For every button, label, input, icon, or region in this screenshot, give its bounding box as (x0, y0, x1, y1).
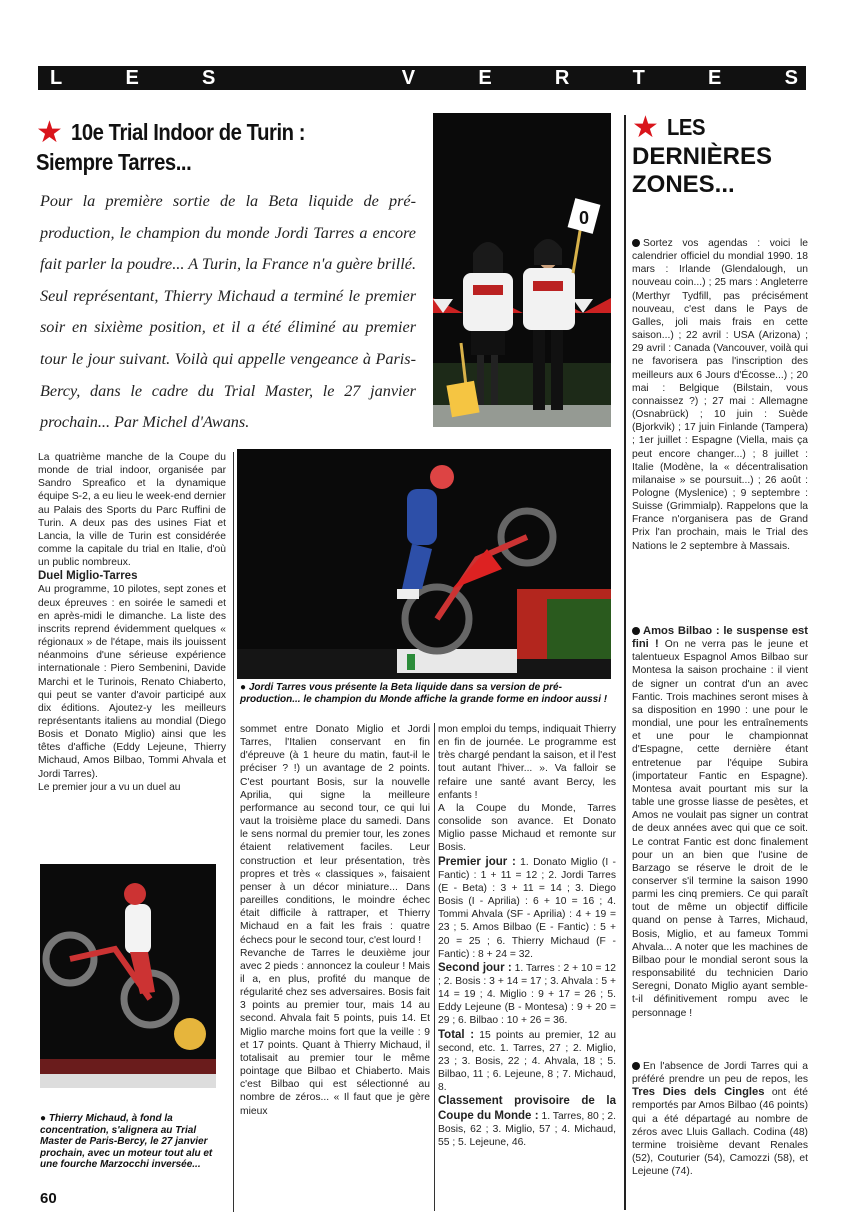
bullet-icon (632, 239, 640, 247)
results-text: 1. Tarres : 2 + 10 = 12 ; 2. Bosis : 3 + 14 = 17 ; 3. Ahvala : 5 + 14 = 19 ; 4. Miglio : 9 + 17 = 26 ; 5. Eddy Lejeune (B - Montesa) : 9 + 20 = 29 ; 6. Bilbao : 10 + 26 = 36. (438, 962, 616, 1027)
photo-hostesses (433, 113, 611, 427)
photo-caption-tarres: ● Jordi Tarres vous présente la Beta liquide dans sa version de pré-production... le champion du Monde affiche la grande forme en indoor aussi ! (240, 682, 608, 705)
paragraph: Le premier jour a vu un duel au (38, 781, 181, 793)
caption-text: Jordi Tarres vous présente la Beta liquide dans sa version de pré-production... le champion du Monde affiche la grande forme en indoor aussi ! (240, 682, 608, 705)
header-letter: V (401, 66, 416, 89)
paragraph: Revanche de Tarres le deuxième jour avec 2 pieds : annoncez la couleur ! Mais il a, en plus, profité du manque de régularité chez ses adversaires. Bosis fait 3 points au premier tour, mais 14 au second. Ahvala fait 5 points, puis 14. Et Miglio marche moins fort que la veille : 9 et 17 points. Quant à Thierry Michaud, il totalisait au premier tour le même pointage que Bilbao et Chiaberto. Mais c'est Bilbao qui est sélectionné au nombre de zéros... « Il faut que je gère mieux (240, 947, 431, 1117)
results-text: 1. Donato Miglio (I - Fantic) : 1 + 11 = 12 ; 2. Jordi Tarres (E - Beta) : 3 + 11 = 14 ; 3. Diego Bosis (I - Aprilia) : 6 + 10 = 16 ; 4. Tommi Ahvala (SF - Aprilia) : 4 + 19 = 23 ; 5. Amos Bilbao (E - Fantic) : 5 + 20 = 25 ; 6. Thierry Michaud (F - Fantic) : 8 + 24 = 32. (438, 856, 616, 960)
results-label: Total : (438, 1028, 475, 1041)
results-total (438, 1028, 616, 1095)
paragraph: La quatrième manche de la Coupe du monde de trial indoor, organisée par Sandro Spreafico et la dynamique équipe S-2, a eu lieu le week-end dernier au Palais des Sports du Parc Ruffini de Turin. A deux pas des usines Fiat et Lancia, la ville de Turin est considérée comme la capitale du trial en Italie, d'où un public nombreux. (38, 452, 226, 569)
photo-tarres-riding (237, 449, 611, 679)
paragraph: sommet entre Donato Miglio et Jordi Tarres, l'Italien conservant en fin d'épreuve (à 1 heure du matin, faut-il le préciser ? !) un avantage de 2 points. C'est pourtant Bosis, sur la nouvelle Aprilia, qui signe la meilleure performance au second tour, ce qui lui vaut la troisième place du samedi. Dans le sens normal du premier tour, les zones étaient relativement faciles. Leur construction et leur présentation, très propres et très « classiques », faisaient penser à un décor miniature... Dans pareilles conditions, le moindre échec était difficile à rattraper, et Thierry Michaud en a fait les frais : quatre échecs pour le second tour, c'est lourd ! (240, 724, 430, 946)
subheading: Duel Miglio-Tarres (38, 570, 138, 583)
sidebar-title-line: DERNIÈRES (632, 143, 773, 170)
article-column-1 (38, 451, 226, 794)
sidebar-calendar (632, 237, 808, 553)
header-letter: E (478, 66, 492, 89)
star-icon: ★ (36, 116, 63, 149)
header-letter: S (202, 66, 216, 89)
page-number: 60 (40, 1190, 57, 1207)
paragraph: A la Coupe du Monde, Tarres consolide son avance. Et Donato Miglio passe Michaud et remonte sur Bosis. (438, 802, 616, 854)
sidebar-bilbao (632, 625, 808, 1020)
article-title-line1: 10e Trial Indoor de Turin : (70, 119, 305, 145)
article-lede: Pour la première sortie de la Beta liquide de pré-production, le champion du monde Jordi Tarres a encore fait parler la poudre... A Turin, la France n'a guère brillé. Seul représentant, Thierry Michaud a terminé le premier soir en sixième position, et il a été éliminé au premier tour le jour suivant. Voilà qui appelle vengeance à Paris-Bercy, dans le cadre du Trial Master, le 27 janvier prochain... Par Michel d'Awans. (40, 192, 416, 432)
results-world-cup (438, 1094, 616, 1149)
article-title (36, 118, 416, 176)
results-first-day (438, 855, 616, 961)
results-label: Classement provisoire de la Coupe du Monde : (438, 1095, 616, 1122)
header-letter: E (125, 66, 139, 89)
photo-caption-michaud: ● Thierry Michaud, à fond la concentration, s'alignera au Trial Master de Paris-Bercy, le 27 janvier prochain, avec un moteur tout alu et une fourche Marzocchi inversée... (40, 1113, 213, 1170)
header-letter: R (554, 66, 570, 89)
article-column-2 (240, 723, 430, 1118)
cingles-event-name: Tres Dies dels Cingles (632, 1086, 765, 1099)
paragraph: Au programme, 10 pilotes, sept zones et deux épreuves : en soirée le samedi et en après-midi le dimanche. La liste des inscrits reprend évidemment quelques « régionaux » de l'étape, mais ils jouissent néanmoins d'une sérieuse expérience internationale : Piero Sembenini, Davide Marchi et le Turinois, Renato Chiaberto, qui peut se vanter d'avoir participé aux dix éditions. Ajoutez-y les meilleurs représentants italiens au mondial (Diego Bosis et Donato Miglio) ainsi que les têtes d'affiche (Eddy Lejeune, Thierry Michaud, Amos Bilbao, Tommi Ahvala et Jordi Tarres). (38, 584, 226, 780)
header-letter: T (632, 66, 645, 89)
column-divider (624, 115, 626, 1210)
column-divider (233, 452, 234, 1212)
article-column-3 (438, 723, 616, 1149)
article-title-line2: Siempre Tarres... (36, 149, 192, 175)
header-letter: E (708, 66, 722, 89)
results-text: 1. Tarres, 80 ; 2. Bosis, 62 ; 3. Miglio, 57 ; 4. Michaud, 55 ; 5. Lejeune, 46. (438, 1110, 616, 1148)
column-divider (434, 723, 435, 1211)
sidebar-title-line: ZONES... (632, 171, 735, 198)
paragraph: mon emploi du temps, indiquait Thierry en fin de journée. Le programme est très chargé pendant la saison, et il l'est tout autant l'hiver... ». Va falloir se refaire une santé avant Bercy, les enfants ! (438, 724, 616, 801)
results-second-day (438, 961, 616, 1028)
caption-text: Thierry Michaud, à fond la concentration, s'alignera au Trial Master de Paris-Bercy, le 27 janvier prochain, avec un moteur tout alu et une fourche Marzocchi inversée... (40, 1113, 213, 1170)
results-label: Second jour : (438, 961, 512, 974)
star-icon: ★ (632, 111, 659, 144)
results-label: Premier jour : (438, 855, 516, 868)
photo-michaud-riding (40, 864, 216, 1088)
results-text: 15 points au premier, 12 au second, etc. 1. Tarres, 27 ; 2. Miglio, 23 ; 3. Bosis, 22 ; 4. Ahvala, 18 ; 5. Bilbao, 11 ; 6. Lejeune, 8 ; 7. Michaud, 8. (438, 1029, 616, 1094)
bilbao-heading: Amos Bilbao : le suspense est fini ! (632, 625, 808, 651)
bullet-icon (632, 627, 640, 635)
cingles-text: En l'absence de Jordi Tarres qui a préféré prendre un peu de repos, les (632, 1061, 808, 1086)
cingles-text: ont été remportés par Amos Bilbao (46 points) qui a été départagé au nombre de zéros avec Lluis Gallach. Codina (48) termine troisième devant Renales (52), Couturier (54), Camozzi (58), et Lejeune (74). (632, 1087, 808, 1178)
sidebar-title-line: LES (666, 114, 705, 140)
sidebar-cingles (632, 1060, 808, 1178)
bullet-icon (632, 1062, 640, 1070)
sidebar-title (632, 113, 808, 199)
section-header-bar (38, 66, 806, 90)
calendar-text: Sortez vos agendas : voici le calendrier officiel du mondial 1990. 18 mars : Irlande (Glendalough, un nouveau coin...) ; 25 mars : Angleterre (Merthyr Tydfill, pas précisément nouveau, c'est dans le Pays de Galles, joli mais frais en cette saison...) ; 22 avril : USA (Arizona) ; 29 avril : Canada (Vancouver, voilà qui ne favorisera pas l'inscription des meilleurs aux 6 Jours d'Écosse...) ; 20 mai : Belgique (Bilstain, vous connaissez ?) ; 27 mai : Allemagne (Osnabrück) ; 10 juin : Suède (Bjorkvik) ; 17 juin Finlande (Tampera) ; 1er juillet : Espagne (Viella, mais ça peut encore changer...) ; 8 juillet : Italie (Modène, la « décentralisation milanaise » se poursuit...) ; 26 août : Pologne (Myslenice) ; 9 septembre : Suisse (Grimmialp). Rappelons que la France n'organisera pas de Grand Prix l'an prochain, mais le Trial des Nations le 2 septembre à Massais. (632, 238, 808, 552)
header-letter: S (784, 66, 798, 89)
header-letter: L (50, 66, 63, 89)
svg-text:0: 0 (579, 208, 590, 228)
bilbao-text: On ne verra pas le jeune et talentueux Espagnol Amos Bilbao sur Montesa la saison prochaine : il vient de signer un contrat d'un an avec Fantic. Trois machines seront mises à sa disposition en 1990 : une pour le mondial, une pour les entraînements et une pour le championnat d'Espagne, cette dernière étant entretenue par l'équipe Subira (importateur Fantic en Espagne). Montesa avait pourtant mis sur la table une grosse liasse de pesètes, et Amos ne voulait pas signer un contrat de deux années avec qui que ce soit. Le contrat Fantic est donc finalement pour un an bien que l'usine de Barzago se réserve le droit de le conserver s'il termine la saison 1990 parmi les cinq premiers. Ce qui paraît tout de même un objectif difficile quand on pense à Tarres, Michaud, Bosis, Miglio, et au fameux Tommi Ahvala... A noter que les machines de Bilbao pour le mondial seront sous la responsabilité du technicien Dario Seregni, Donato Miglio ayant semble-t-il définitivement rompu avec le personnage ! (632, 639, 808, 1019)
